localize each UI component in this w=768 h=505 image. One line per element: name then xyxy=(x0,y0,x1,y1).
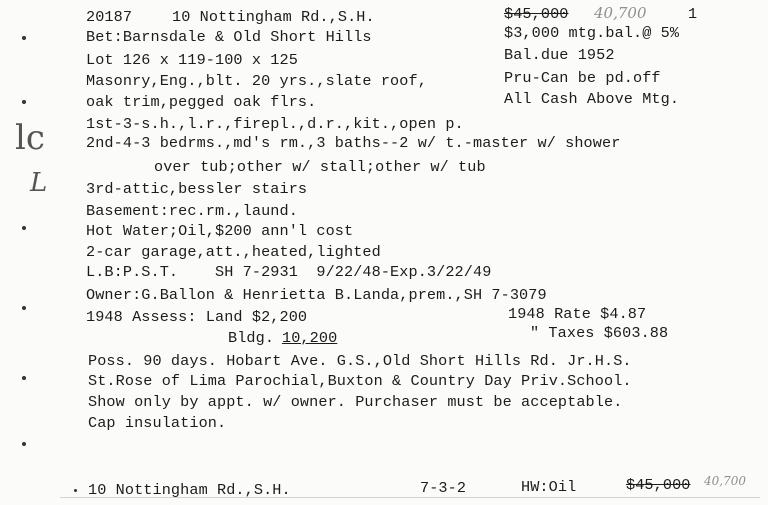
line-between: Bet:Barnsdale & Old Short Hills xyxy=(86,28,372,46)
right-pru-can: Pru-Can be pd.off xyxy=(504,69,661,87)
line-garage: 2-car garage,att.,heated,lighted xyxy=(86,243,381,261)
punch-hole-dot xyxy=(22,36,26,40)
line-hot-water: Hot Water;Oil,$200 ann'l cost xyxy=(86,222,354,240)
handwritten-price: 40,700 xyxy=(594,4,647,22)
listing-price: $45,000 xyxy=(504,5,569,23)
punch-hole-dot xyxy=(22,442,26,446)
punch-hole-dot xyxy=(22,376,26,380)
margin-mark-l: L xyxy=(30,168,48,198)
line-construction: Masonry,Eng.,blt. 20 yrs.,slate roof, xyxy=(86,72,427,90)
line-insulation: Cap insulation. xyxy=(88,414,227,432)
listing-address: 10 Nottingham Rd.,S.H. xyxy=(172,8,375,26)
line-possession: Poss. 90 days. Hobart Ave. G.S.,Old Short Hills Rd. Jr.H.S. xyxy=(88,352,632,370)
punch-hole-dot xyxy=(22,306,26,310)
listing-number: 20187 xyxy=(86,8,133,26)
right-all-cash: All Cash Above Mtg. xyxy=(504,90,680,108)
line-owner: Owner:G.Ballon & Henrietta B.Landa,prem.,SH 7-3079 xyxy=(86,286,547,304)
line-trim: oak trim,pegged oak flrs. xyxy=(86,93,317,111)
right-balance-due: Bal.due 1952 xyxy=(504,46,615,64)
line-lot: Lot 126 x 119-100 x 125 xyxy=(86,51,298,69)
right-taxes: " Taxes $603.88 xyxy=(530,324,669,342)
line-second-floor-cont: over tub;other w/ stall;other w/ tub xyxy=(154,158,486,176)
right-mortgage: $3,000 mtg.bal.@ 5% xyxy=(504,24,680,42)
punch-hole-dot xyxy=(22,100,26,104)
footer-handwritten-price: 40,700 xyxy=(704,474,746,488)
line-assessment-bldg-label: Bldg. xyxy=(228,329,275,347)
line-third-floor: 3rd-attic,bessler stairs xyxy=(86,180,308,198)
margin-mark-lc: lc xyxy=(15,118,45,158)
right-tax-rate: 1948 Rate $4.87 xyxy=(508,305,647,323)
footer-bullet xyxy=(74,489,77,492)
footer-code: 7-3-2 xyxy=(420,479,467,497)
line-assessment-bldg-value: 10,200 xyxy=(282,329,338,347)
line-showing: Show only by appt. w/ owner. Purchaser must be acceptable. xyxy=(88,393,623,411)
footer-heat: HW:Oil xyxy=(521,478,577,496)
punch-hole-dot xyxy=(22,226,26,230)
footer-address: 10 Nottingham Rd.,S.H. xyxy=(88,481,291,499)
footer-price: $45,000 xyxy=(626,476,691,494)
line-basement: Basement:rec.rm.,laund. xyxy=(86,202,298,220)
line-listing-broker: L.B:P.S.T. SH 7-2931 9/22/48-Exp.3/22/49 xyxy=(86,263,492,281)
price-mark: 1 xyxy=(688,5,698,23)
line-first-floor: 1st-3-s.h.,l.r.,firepl.,d.r.,kit.,open p. xyxy=(86,115,464,133)
line-assessment-land: 1948 Assess: Land $2,200 xyxy=(86,308,308,326)
line-second-floor: 2nd-4-3 bedrms.,md's rm.,3 baths--2 w/ t.-master w/ shower xyxy=(86,134,621,152)
line-schools: St.Rose of Lima Parochial,Buxton & Country Day Priv.School. xyxy=(88,372,632,390)
